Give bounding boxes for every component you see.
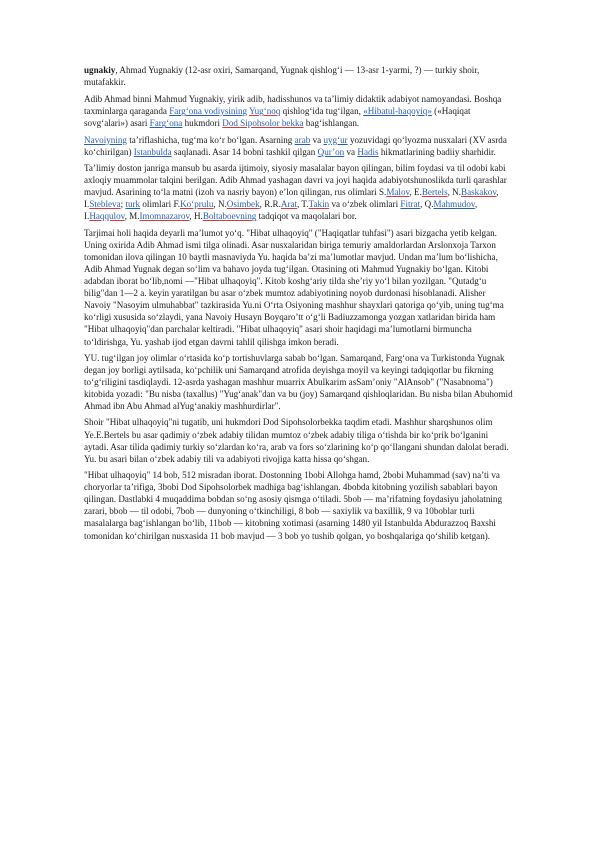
text: , Q. bbox=[420, 199, 434, 210]
link-takin[interactable]: Takin bbox=[308, 199, 330, 210]
paragraph-manuscripts bbox=[84, 134, 514, 158]
link-hadis[interactable]: Hadis bbox=[357, 146, 379, 157]
link-fitrat[interactable]: Fitrat bbox=[400, 199, 421, 210]
paragraph-dedication: Shoir "Hibat ulhaqoyiq"ni tugatib, uni hukmdori Dod Sipohsolorbekka taqdim etadi. Mashhur sharqshunos olim Ye.E.Bertels bu asar qadimiy o‘zbek adabiy tilidan mumtoz o‘zbek adabiy tiliga o‘tishda bir ko‘prik bo‘lganini aytadi. Asar tilida qadimiy turkiy so‘zlardan ko‘ra, arab va fors so‘zlarining ko‘p qo‘llangani shundan dalolat beradi. Yu. bu asari bilan o‘zbek adabiy tili va adabiyoti rivojiga katta hissa qo‘shgan. bbox=[84, 417, 509, 464]
paragraph-birthplace: YU. tug‘ilgan joy olimlar o‘rtasida ko‘p tortishuvlarga sabab bo‘lgan. Samarqand, Farg‘ona va Turkistonda Yugnak degan joy borligi aytilsada, ko‘pchilik uni Samarqand atrofida deyishga moyil va keyingi tadqiqotlar bu fikrning to‘g‘riligini tasdiqlaydi. 12-asrda yashagan mashhur muarrix Abulkarim asSam’oniy "AlAnsob" ("Nasabnoma") kitobida yozadi: "Bu nisba (taxallus) "Yug‘anak"dan va bu (joy) Samarqand qishloqlaridan. Bu nisba bilan Abuhomid Ahmad ibn Abu Ahmad alYug‘anakiy mashhurdirlar". bbox=[84, 352, 513, 412]
link-yugnoq[interactable]: Yug‘noq bbox=[249, 106, 281, 117]
link-hibatul-haqoyiq[interactable]: «Hibatul-haqoyiq» bbox=[363, 106, 432, 117]
link-baskakov[interactable]: Baskakov bbox=[461, 187, 497, 198]
paragraph-biography bbox=[84, 93, 514, 129]
link-stebleva[interactable]: Stebleva bbox=[89, 199, 121, 210]
text: ta’riflashicha, tug‘ma ko‘r bo‘lgan. Asarning bbox=[126, 134, 295, 145]
text: hukmdori bbox=[182, 118, 223, 129]
link-istanbul[interactable]: Istanbulda bbox=[133, 146, 172, 157]
text: va bbox=[310, 134, 324, 145]
text: , N. bbox=[213, 199, 227, 210]
link-arat[interactable]: Arat bbox=[280, 199, 298, 210]
text: , E. bbox=[409, 187, 422, 198]
link-uyghur[interactable]: uyg‘ur bbox=[323, 134, 348, 145]
link-bertels[interactable]: Bertels bbox=[421, 187, 448, 198]
text: saqlanadi. Asar 14 bobni tashkil qilgan bbox=[171, 146, 318, 157]
text: va bbox=[344, 146, 358, 157]
text: qishlog‘ida tug‘ilgan, bbox=[280, 106, 364, 117]
link-malov[interactable]: Malov bbox=[386, 187, 410, 198]
paragraph-scholars bbox=[84, 162, 514, 222]
text: , I. bbox=[84, 187, 499, 210]
link-dod-sipohsolor-bek[interactable]: Dod Sipohsolor bekka bbox=[222, 118, 304, 129]
text: , N. bbox=[447, 187, 462, 198]
link-turk[interactable]: turk bbox=[125, 199, 141, 210]
text: Ta’limiy doston janriga mansub bu asarda ijtimoiy, siyosiy masalalar bayon qilingan, bilim foydasi va til odobi kabi axloqiy muammolar talqini berilgan. Adib Ahmad yashagan davri va joyi haqida adabiyotshunoslikda turli qarashlar mavjud. Asarining to‘la matni (izoh va nasriy bayon) e’lon qilingan, rus olimlari S. bbox=[84, 163, 507, 198]
link-haqqulov[interactable]: Haqqulov bbox=[89, 211, 125, 222]
link-arab[interactable]: arab bbox=[294, 134, 311, 145]
link-imomnazarov[interactable]: Imomnazarov bbox=[139, 211, 190, 222]
text: ; bbox=[120, 199, 126, 210]
text: bag‘ishlangan. bbox=[303, 118, 360, 129]
text: , H. bbox=[189, 211, 203, 222]
text: («Haqiqat sovg‘alari») asari bbox=[84, 106, 471, 129]
text: va o‘zbek olimlari bbox=[329, 199, 401, 210]
text: , T. bbox=[297, 199, 309, 210]
paragraph-intro bbox=[84, 64, 514, 88]
headword: ugnakiy bbox=[84, 65, 116, 75]
text: tadqiqot va maqolalari bor. bbox=[256, 211, 357, 222]
paragraph-structure: "Hibat ulhaqoyiq" 14 bob, 512 misradan iborat. Dostonning 1bobi Allohga hamd, 2bobi Muhammad (sav) na’ti va choryorlar ta’rifiga, 3bobi Dod Sipohsolorbek madhiga bag‘ishlangan. 4bobda kitobning yozilish sabablari bayon qilingan. Dastlabki 4 muqaddima bobdan so‘ng asosiy qismga o‘tiladi. 5bob — ma’rifatning foydasiyu jaholatning zarari, bbob — til odobi, 7bob — dunyoning o‘tkinchiligi, 8 bob — saxiylik va baxillik, 9 va 10boblar turli masalalarga bag‘ishlangan bo‘lib, 11bob — kitobning xotimasi (asarning 1480 yil Istanbulda Abdurazzoq Baxshi tomonidan ko‘chirilgan nusxasida 11 bob mavjud — 3 bob yo tushib qolgan, yo boshqalariga qo‘shilib ketgan). bbox=[84, 470, 502, 541]
intro-text: , Ahmad Yugnakiy (12-asr oxiri, Samarqand, Yugnak qishlog‘i — 13-asr 1-yarmi, ?) — turkiy shoir, mutafakkir. bbox=[84, 65, 480, 88]
link-quran[interactable]: Qur’on bbox=[317, 146, 345, 157]
link-koprulu[interactable]: Ko‘prulu bbox=[180, 199, 214, 210]
paragraph-life: Tarjimai holi haqida deyarli ma’lumot yo‘q. "Hibat ulhaqoyiq" ("Haqiqatlar tuhfasi") asari bizgacha yetib kelgan. Uning oxirida Adib Ahmad ismi tilga olinadi. Asar nusxalaridan biriga temuriy amaldorlardan Arslonxoja Tarxon tomonidan ilova qilingan 10 baytli masnaviyda Yu. haqida ba’zi ma’lumotlar mavjud. Undan ma’lum bo‘lishicha, Adib Ahmad Yugnak degan so‘lim va bahavo joyda tug‘ilgan. Otasining oti Mahmud Yugnakiy bo‘lgan. Kitobi adabdan iborat bo‘lib,nomi —"Hibat ulhaqoyiq". Kitob koshg‘ariy tilda she’riy yo‘l bilan yozilgan. "Qutadg‘u bilig"dan 1—2 a. keyin yaratilgan bu asar o‘zbek mumtoz adabiyotining noyob durdonasi hisoblanadi. Alisher Navoiy "Nasoyim ulmuhabbat" tazkirasida Yu.ni O‘rta Osiyoning mashhur shayxlari qatoriga qo‘yib, uning tug‘ma ko‘rligi xususida so‘zlaydi, yana Navoiy Husayn Boyqaro’tt o‘g‘li Badiuzzamonga yozgan xatlaridan birida ham "Hibat ulhaqoyiq"dan parchalar keltiradi. "Hibat ulhaqoyiq" asari shoir haqidagi ma’lumotlarni birmuncha to‘ldirishga, Yu. yashab ijod etgan davrni tahlil qilishga imkon beradi. bbox=[84, 227, 504, 347]
link-mahmudov[interactable]: Mahmudov bbox=[433, 199, 475, 210]
link-navoiy[interactable]: Navoiyning bbox=[84, 134, 127, 145]
link-osimbek[interactable]: Osimbek bbox=[226, 199, 260, 210]
link-fergana[interactable]: Farg‘ona bbox=[149, 118, 183, 129]
text: , M. bbox=[124, 211, 140, 222]
link-boltaboev[interactable]: Boltaboevning bbox=[202, 211, 257, 222]
text: hikmatlarining badiiy sharhidir. bbox=[378, 146, 496, 157]
text: olimlari F. bbox=[140, 199, 181, 210]
text: , I. bbox=[84, 199, 478, 222]
text: yozuvidagi qo‘lyozma nusxalari (XV asrda ko‘chirilgan) bbox=[84, 134, 507, 157]
text: , R.R. bbox=[259, 199, 281, 210]
text: Adib Ahmad binni Mahmud Yugnakiy, yirik adib, hadisshunos va ta’limiy didaktik adabiyot namoyandasi. Boshqa taxminlarga qaraganda bbox=[84, 94, 502, 117]
link-fergana-valley[interactable]: Farg‘ona vodiysining bbox=[169, 106, 248, 117]
